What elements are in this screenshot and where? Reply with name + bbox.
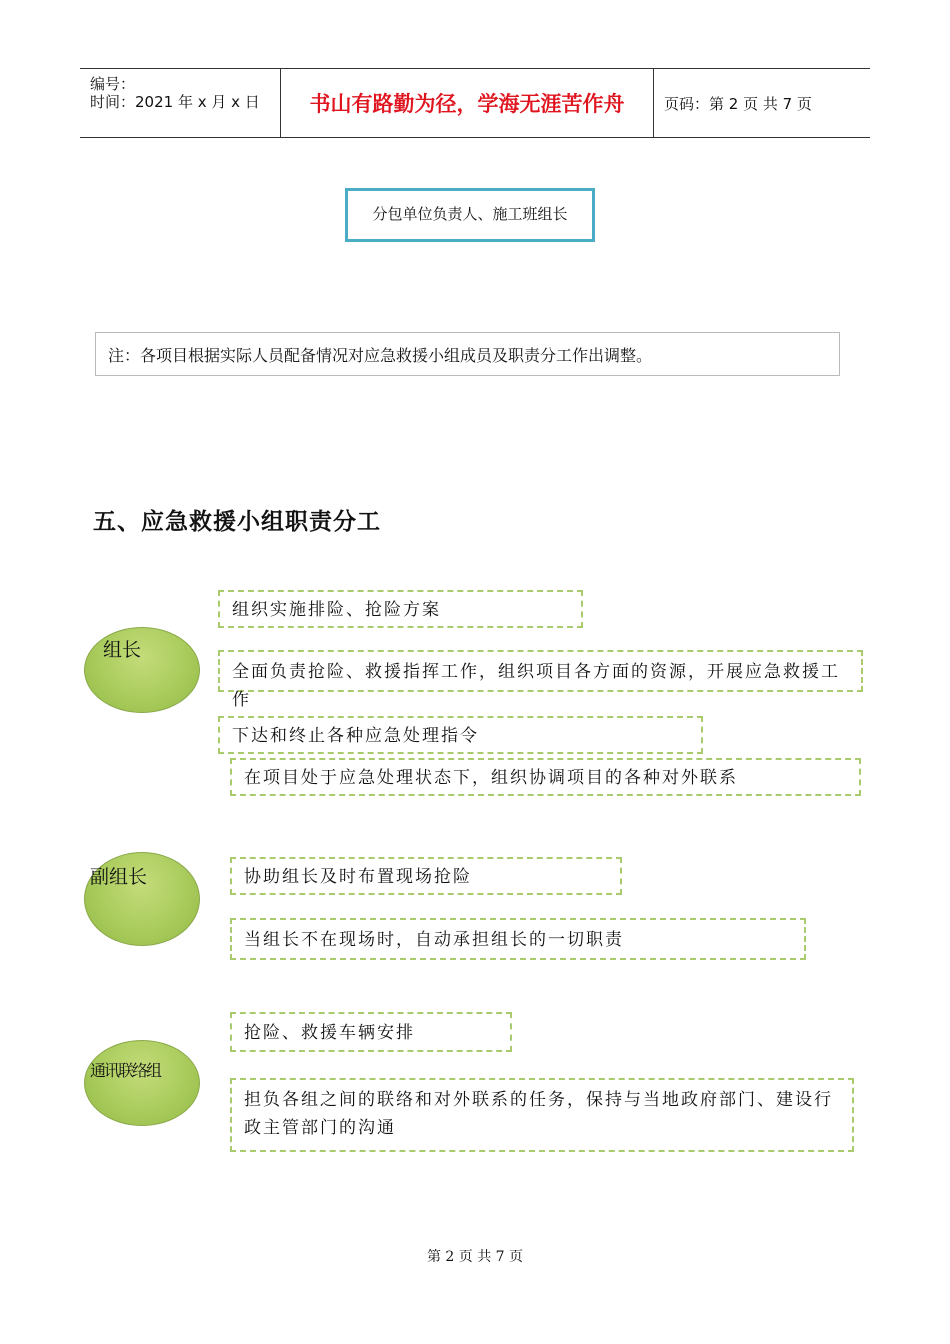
- duty-box: 担负各组之间的联络和对外联系的任务，保持与当地政府部门、建设行政主管部门的沟通: [230, 1078, 854, 1152]
- page-footer: 第 2 页 共 7 页: [426, 1249, 524, 1265]
- subcontractor-box: 分包单位负责人、施工班组长: [345, 188, 595, 242]
- communication-group-circle: [84, 1040, 200, 1126]
- header-page-info: 页码：第 2 页 共 7 页: [664, 94, 812, 113]
- duty-box: 在项目处于应急处理状态下，组织协调项目的各种对外联系: [230, 758, 861, 796]
- team-leader-label: 组长: [103, 639, 142, 661]
- header-page-info-cell: [664, 69, 870, 137]
- section-title: 五、应急救援小组职责分工: [93, 509, 381, 535]
- header-motto: 书山有路勤为径，学海无涯苦作舟: [281, 69, 654, 137]
- document-time-label: 时间：2021 年 x 月 x 日: [90, 93, 260, 111]
- duty-box: 组织实施排险、抢险方案: [218, 590, 583, 628]
- header-meta-cell: [80, 69, 281, 137]
- duty-box: 下达和终止各种应急处理指令: [218, 716, 703, 754]
- duty-box: 抢险、救援车辆安排: [230, 1012, 512, 1052]
- deputy-leader-label: 副组长: [90, 866, 148, 888]
- team-leader-circle: [84, 627, 200, 713]
- communication-group-label: 通讯联络组: [90, 1061, 161, 1080]
- document-number-label: 编号：: [90, 75, 136, 93]
- duty-box: 协助组长及时布置现场抢险: [230, 857, 622, 895]
- adjustment-note: 注：各项目根据实际人员配备情况对应急救援小组成员及职责分工作出调整。: [95, 332, 840, 376]
- duty-box: 全面负责抢险、救援指挥工作，组织项目各方面的资源，开展应急救援工作: [218, 650, 863, 692]
- duty-box: 当组长不在现场时，自动承担组长的一切职责: [230, 918, 806, 960]
- header-table: [80, 68, 870, 138]
